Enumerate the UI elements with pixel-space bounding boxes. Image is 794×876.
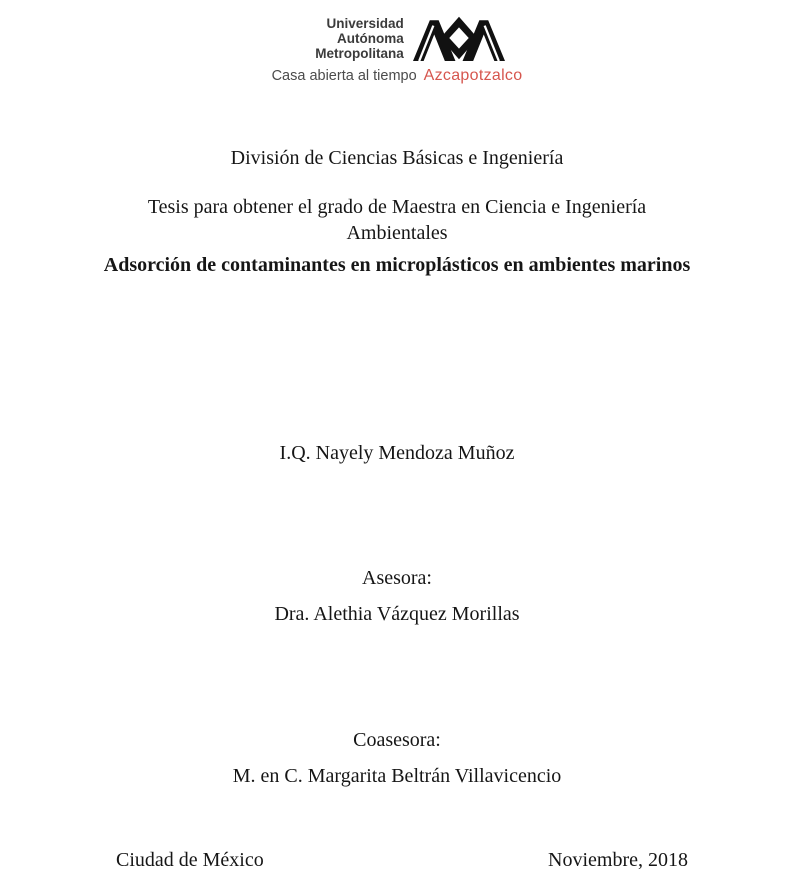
advisor-name (0, 602, 794, 627)
degree-statement-text: Tesis para obtener el grado de Maestra en Ciencia e Ingeniería Ambientales (147, 196, 647, 244)
logo-campus-name: Azcapotzalco (423, 67, 523, 84)
advisor-label (0, 566, 794, 591)
advisor-name-text: Dra. Alethia Vázquez Morillas (274, 603, 520, 625)
co-advisor-name (0, 764, 794, 789)
footer-row (0, 848, 794, 873)
uam-casa-abierta-logo-icon (413, 14, 505, 62)
university-name-line-2: Autónoma (337, 30, 404, 46)
university-name-line-1: Universidad (326, 15, 404, 31)
uam-logo-top-row (315, 14, 505, 62)
footer-city: Ciudad de México (116, 849, 264, 871)
thesis-title (0, 251, 794, 279)
co-advisor-label (0, 728, 794, 753)
uam-logo (0, 14, 794, 85)
author-line (0, 441, 794, 466)
co-advisor-name-text: M. en C. Margarita Beltrán Villavicencio (232, 765, 562, 787)
uam-logo-tagline-row (272, 67, 523, 85)
co-advisor-label-text: Coasesora: (353, 729, 441, 751)
division-text: División de Ciencias Básicas e Ingeniería (230, 147, 564, 169)
thesis-title-text: Adsorción de contaminantes en microplásticos en ambientes marinos (103, 254, 691, 276)
university-name (315, 16, 404, 61)
logo-tagline-text: Casa abierta al tiempo (271, 68, 417, 84)
degree-statement (0, 194, 794, 246)
author-name: I.Q. Nayely Mendoza Muñoz (279, 442, 515, 464)
advisor-label-text: Asesora: (362, 567, 432, 589)
university-name-line-3: Metropolitana (315, 45, 404, 61)
footer-date: Noviembre, 2018 (548, 849, 688, 871)
division-line (0, 146, 794, 171)
